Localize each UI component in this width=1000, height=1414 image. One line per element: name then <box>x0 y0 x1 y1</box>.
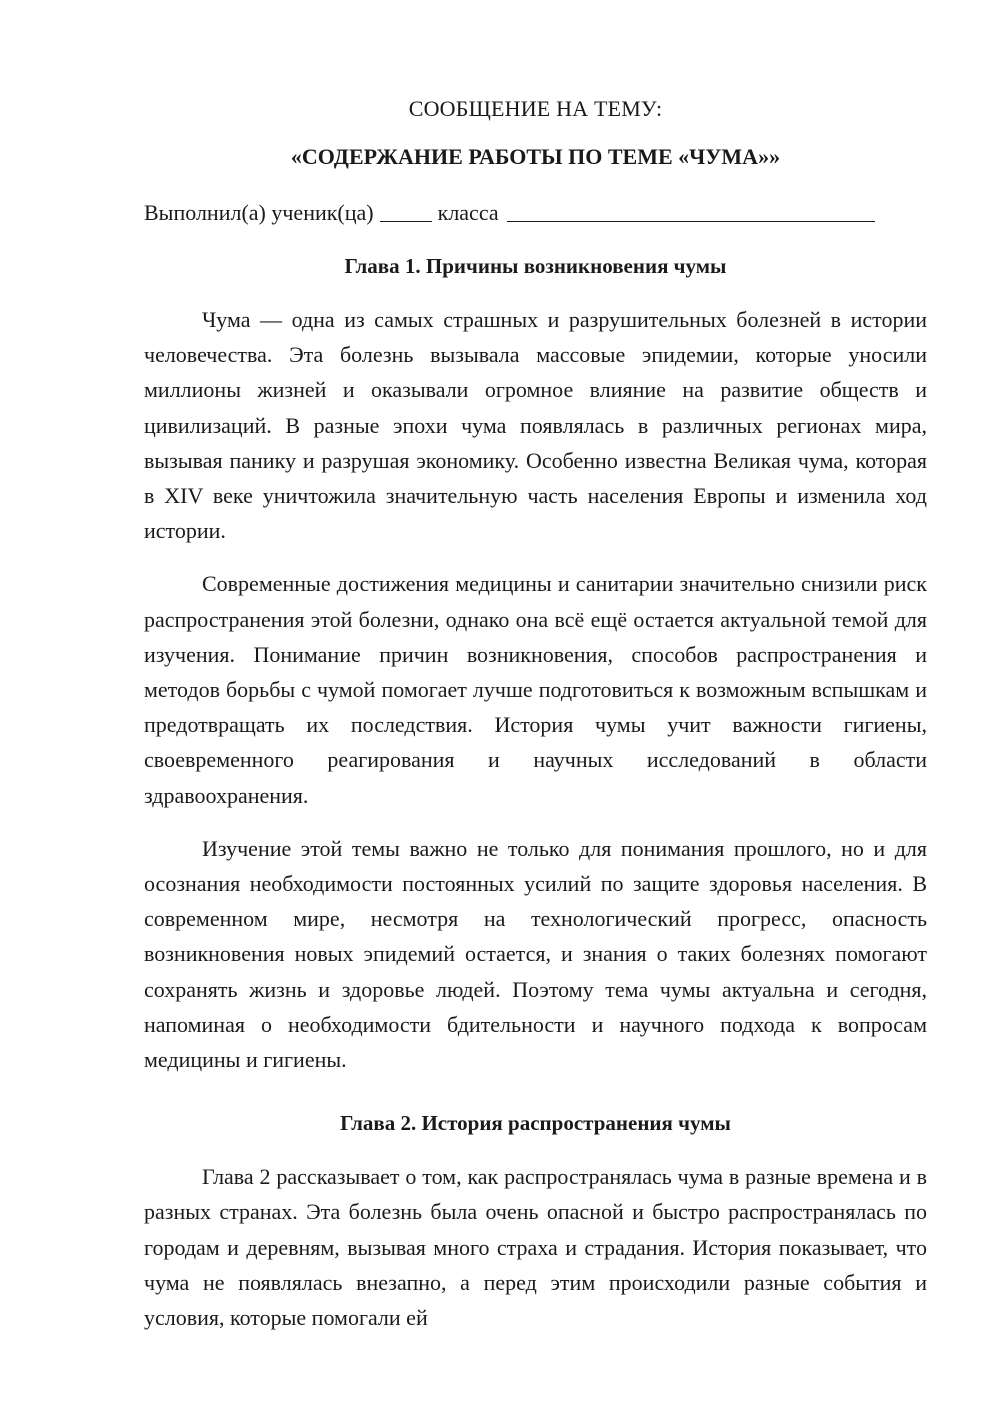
document-content <box>144 94 927 1335</box>
chapter-1-paragraph: Современные достижения медицины и санитарии значительно снизили риск распространения этой болезни, однако она всё ещё остается актуальной темой для изучения. Понимание причин возникновения, способов распространения и методов борьбы с чумой помогает лучше подготовиться к возможным вспышкам и предотвращать их последствия. История чумы учит важности гигиены, своевременного реагирования и научных исследований в области здравоохранения. <box>144 571 927 808</box>
document-title: «СОДЕРЖАНИЕ РАБОТЫ ПО ТЕМЕ «ЧУМА»» <box>290 144 781 169</box>
chapter-2-heading: Глава 2. История распространения чумы <box>340 1111 731 1136</box>
author-prefix: Выполнил(а) ученик(ца) <box>144 200 374 225</box>
class-word: класса <box>437 200 499 225</box>
topic-line: СООБЩЕНИЕ НА ТЕМУ: <box>408 96 663 121</box>
name-blank <box>507 199 875 222</box>
grade-blank <box>380 199 432 222</box>
chapter-2-paragraph: Глава 2 рассказывает о том, как распространялась чума в разные времена и в разных странах. Эта болезнь была очень опасной и быстро распространялась по городам и деревням, вызывая много страха и страдания. История показывает, что чума не появлялась внезапно, а перед этим происходили разные события и условия, которые помогали ей <box>144 1164 927 1331</box>
chapter-1-heading: Глава 1. Причины возникновения чумы <box>344 254 727 278</box>
chapter-1-paragraph: Изучение этой темы важно не только для понимания прошлого, но и для осознания необходимости постоянных усилий по защите здоровья населения. В современном мире, несмотря на технологический прогресс, опасность возникновения новых эпидемий остается, и знания о таких болезнях помогают сохранять жизнь и здоровье людей. Поэтому тема чумы актуальна и сегодня, напоминая о необходимости бдительности и научного подхода к вопросам медицины и гигиены. <box>144 835 927 1073</box>
author-line <box>144 197 927 228</box>
chapter-1-paragraph: Чума — одна из самых страшных и разрушительных болезней в истории человечества. Эта болезнь вызывала массовые эпидемии, которые уносили миллионы жизней и оказывали огромное влияние на развитие обществ и цивилизаций. В разные эпохи чума появлялась в различных регионах мира, вызывая панику и разрушая экономику. Особенно известна Великая чума, которая в XIV веке уничтожила значительную часть населения Европы и изменила ход истории. <box>144 307 927 544</box>
